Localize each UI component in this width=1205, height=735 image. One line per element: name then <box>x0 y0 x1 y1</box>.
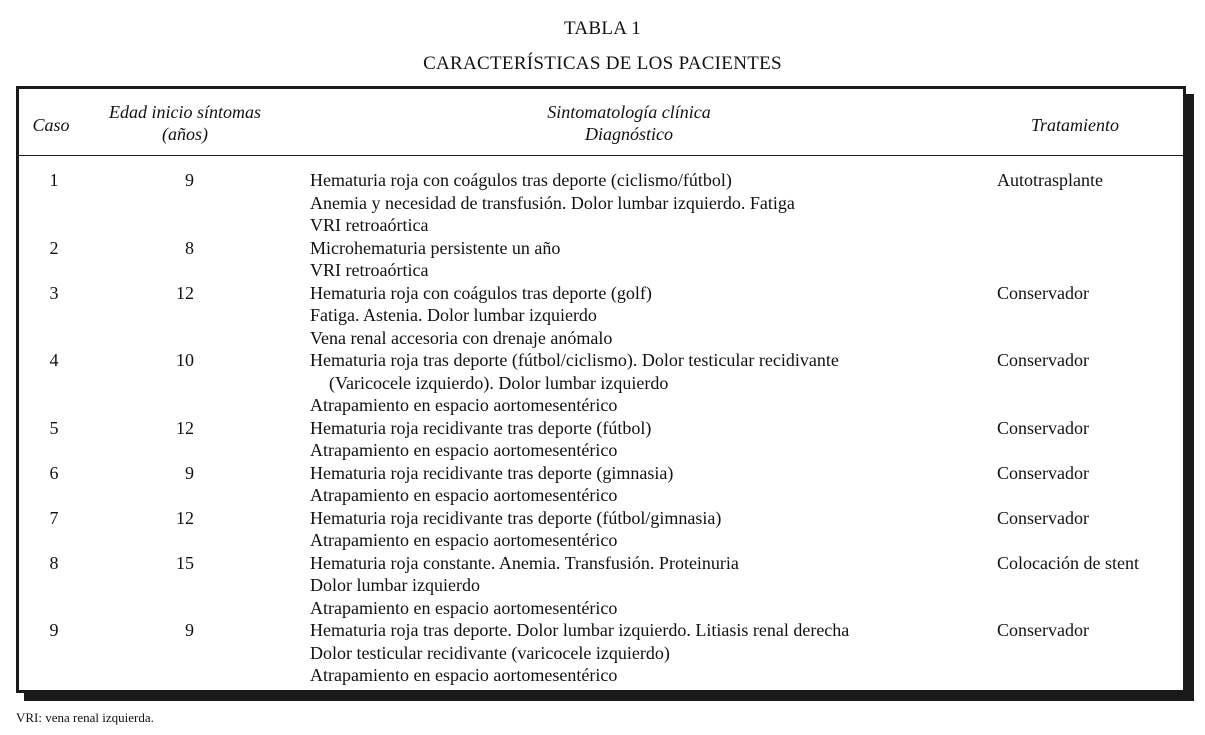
cell-sintoma-line: Hematuria roja recidivante tras deporte (fútbol) <box>310 417 652 438</box>
header-edad-line2: (años) <box>162 124 208 144</box>
header-caso: Caso <box>32 115 70 135</box>
footnote: VRI: vena renal izquierda. <box>16 710 154 725</box>
header-edad <box>97 101 273 145</box>
cell-edad: 9 <box>185 462 194 483</box>
cell-caso: 3 <box>49 282 59 303</box>
cell-caso: 2 <box>49 237 59 258</box>
cell-sintoma-line: Atrapamiento en espacio aortomesentérico <box>310 665 618 685</box>
cell-caso: 1 <box>49 170 59 190</box>
cell-tratamiento: Conservador <box>997 462 1089 483</box>
cell-sintoma-line: Dolor testicular recidivante (varicocele izquierdo) <box>310 642 670 663</box>
cell-caso: 7 <box>49 507 59 528</box>
cell-caso: 4 <box>49 350 59 370</box>
cell-tratamiento: Conservador <box>997 507 1089 528</box>
cell-sintoma-line: Atrapamiento en espacio aortomesentérico <box>310 530 618 550</box>
cell-sintoma-line: Hematuria roja con coágulos tras deporte (ciclismo/fútbol) <box>310 170 732 190</box>
cell-edad: 12 <box>176 507 194 528</box>
header-tratamiento: Tratamiento <box>1030 115 1119 135</box>
cell-sintoma-line: Atrapamiento en espacio aortomesentérico <box>310 485 618 505</box>
header-sintomatologia <box>489 101 769 145</box>
cell-caso: 6 <box>49 462 59 483</box>
cell-sintoma-line: Microhematuria persistente un año <box>310 237 561 258</box>
cell-caso: 5 <box>49 417 59 438</box>
header-edad-line1: Edad inicio síntomas <box>109 102 261 122</box>
cell-edad: 10 <box>176 350 194 370</box>
table-title: TABLA 1 <box>563 18 642 39</box>
cell-caso: 8 <box>49 552 59 573</box>
patients-table <box>16 86 1186 693</box>
cell-tratamiento: Conservador <box>997 350 1089 370</box>
cell-sintoma-line: Atrapamiento en espacio aortomesentérico <box>310 440 618 460</box>
cell-tratamiento: Colocación de stent <box>997 552 1139 573</box>
cell-sintoma-line: VRI retroaórtica <box>310 260 429 280</box>
cell-sintoma-line: Anemia y necesidad de transfusión. Dolor lumbar izquierdo. Fatiga <box>310 192 795 213</box>
cell-sintoma-line: Hematuria roja con coágulos tras deporte (golf) <box>310 282 652 303</box>
cell-sintoma-line: Hematuria roja recidivante tras deporte (gimnasia) <box>310 462 674 483</box>
cell-sintoma-line: Hematuria roja constante. Anemia. Transfusión. Proteinuria <box>310 552 739 573</box>
cell-sintoma-line: Fatiga. Astenia. Dolor lumbar izquierdo <box>310 305 597 325</box>
cell-sintoma-line: Atrapamiento en espacio aortomesentérico <box>310 597 618 618</box>
cell-sintoma-line: Atrapamiento en espacio aortomesentérico <box>310 395 618 415</box>
cell-sintoma-line: Hematuria roja recidivante tras deporte (fútbol/gimnasia) <box>310 507 722 528</box>
cell-tratamiento: Conservador <box>997 282 1089 303</box>
cell-sintoma-line: Hematuria roja tras deporte (fútbol/ciclismo). Dolor testicular recidivante <box>310 350 839 370</box>
cell-tratamiento: Conservador <box>997 620 1089 640</box>
cell-tratamiento: Autotrasplante <box>997 170 1103 190</box>
cell-edad: 9 <box>185 620 194 640</box>
cell-edad: 12 <box>176 417 194 438</box>
cell-edad: 15 <box>176 552 194 573</box>
cell-edad: 8 <box>185 237 194 258</box>
cell-caso: 9 <box>49 620 59 640</box>
header-sinto-line2: Diagnóstico <box>585 124 673 144</box>
cell-tratamiento: Conservador <box>997 417 1089 438</box>
cell-sintoma-line: Dolor lumbar izquierdo <box>310 575 480 595</box>
cell-sintoma-line: Hematuria roja tras deporte. Dolor lumbar izquierdo. Litiasis renal derecha <box>310 620 850 640</box>
cell-sintoma-line: (Varicocele izquierdo). Dolor lumbar izquierdo <box>329 372 669 393</box>
header-sinto-line1: Sintomatología clínica <box>547 102 711 122</box>
cell-sintoma-line: Vena renal accesoria con drenaje anómalo <box>310 327 613 348</box>
cell-sintoma-line: VRI retroaórtica <box>310 215 429 235</box>
table-subtitle: CARACTERÍSTICAS DE LOS PACIENTES <box>423 53 782 74</box>
cell-edad: 9 <box>185 170 194 190</box>
header-divider <box>19 155 1183 156</box>
cell-edad: 12 <box>176 282 194 303</box>
